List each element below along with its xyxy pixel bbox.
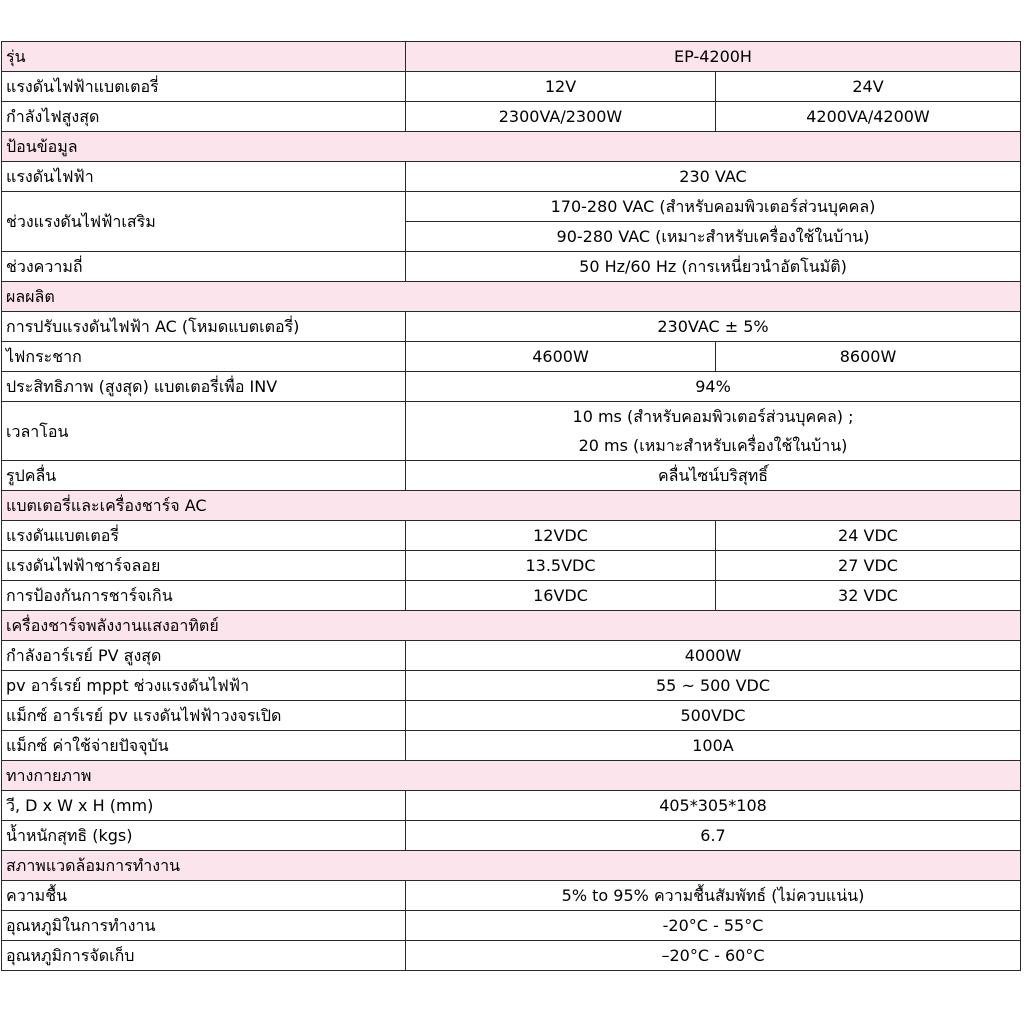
spec-value: 405*305*108 <box>406 791 1021 821</box>
spec-value: 170-280 VAC (สำหรับคอมพิวเตอร์ส่วนบุคคล) <box>406 192 1021 222</box>
spec-value: 4200VA/4200W <box>716 102 1021 132</box>
section-title: สภาพแวดล้อมการทำงาน <box>2 851 1021 881</box>
section-row <box>2 761 1021 791</box>
spec-row <box>2 521 1021 551</box>
spec-row <box>2 581 1021 611</box>
spec-row <box>2 821 1021 851</box>
spec-label: แรงดันไฟฟ้าแบตเตอรี่ <box>2 72 406 102</box>
spec-value: 24V <box>716 72 1021 102</box>
spec-row <box>2 162 1021 192</box>
spec-row <box>2 372 1021 402</box>
spec-row <box>2 911 1021 941</box>
spec-label: การปรับแรงดันไฟฟ้า AC (โหมดแบตเตอรี่) <box>2 312 406 342</box>
spec-label: กำลังอาร์เรย์ PV สูงสุด <box>2 641 406 671</box>
spec-row <box>2 791 1021 821</box>
spec-value: 24 VDC <box>716 521 1021 551</box>
spec-row <box>2 461 1021 491</box>
spec-value: 230 VAC <box>406 162 1021 192</box>
spec-value: 20 ms (เหมาะสำหรับเครื่องใช้ในบ้าน) <box>406 431 1021 461</box>
spec-value: 5% to 95% ความชื้นสัมพัทธ์ (ไม่ควบแน่น) <box>406 881 1021 911</box>
spec-row <box>2 252 1021 282</box>
spec-value: 10 ms (สำหรับคอมพิวเตอร์ส่วนบุคคล) ; <box>406 402 1021 432</box>
spec-label: น้ำหนักสุทธิ (kgs) <box>2 821 406 851</box>
section-row <box>2 851 1021 881</box>
spec-label: การป้องกันการชาร์จเกิน <box>2 581 406 611</box>
spec-value: 94% <box>406 372 1021 402</box>
section-title: ทางกายภาพ <box>2 761 1021 791</box>
spec-label: เวลาโอน <box>2 402 406 461</box>
spec-label: แม็กซ์ อาร์เรย์ pv แรงดันไฟฟ้าวงจรเปิด <box>2 701 406 731</box>
spec-table <box>1 41 1021 971</box>
spec-row <box>2 102 1021 132</box>
section-row <box>2 132 1021 162</box>
spec-value: 12V <box>406 72 716 102</box>
spec-value: 50 Hz/60 Hz (การเหนี่ยวนำอัตโนมัติ) <box>406 252 1021 282</box>
spec-value: -20°C - 55°C <box>406 911 1021 941</box>
spec-value: 16VDC <box>406 581 716 611</box>
spec-value: 2300VA/2300W <box>406 102 716 132</box>
spec-label: อุณหภูมิในการทำงาน <box>2 911 406 941</box>
spec-value: คลื่นไซน์บริสุทธิ์ <box>406 461 1021 491</box>
spec-value: –20°C - 60°C <box>406 941 1021 971</box>
spec-value: 13.5VDC <box>406 551 716 581</box>
spec-label: อุณหภูมิการจัดเก็บ <box>2 941 406 971</box>
spec-label: ประสิทธิภาพ (สูงสุด) แบตเตอรี่เพื่อ INV <box>2 372 406 402</box>
spec-value: 8600W <box>716 342 1021 372</box>
spec-value: 230VAC ± 5% <box>406 312 1021 342</box>
section-title: แบตเตอรี่และเครื่องชาร์จ AC <box>2 491 1021 521</box>
spec-value: 4000W <box>406 641 1021 671</box>
spec-row <box>2 881 1021 911</box>
spec-value: 4600W <box>406 342 716 372</box>
spec-row <box>2 671 1021 701</box>
spec-value: 55 ~ 500 VDC <box>406 671 1021 701</box>
section-title: ผลผลิต <box>2 282 1021 312</box>
spec-label: แม็กซ์ ค่าใช้จ่ายปัจจุบัน <box>2 731 406 761</box>
spec-label: ความชื้น <box>2 881 406 911</box>
section-row <box>2 491 1021 521</box>
section-row <box>2 282 1021 312</box>
spec-value: 90-280 VAC (เหมาะสำหรับเครื่องใช้ในบ้าน) <box>406 222 1021 252</box>
spec-row <box>2 641 1021 671</box>
spec-label: ช่วงแรงดันไฟฟ้าเสริม <box>2 192 406 252</box>
spec-label: ไฟกระชาก <box>2 342 406 372</box>
section-title: เครื่องชาร์จพลังงานแสงอาทิตย์ <box>2 611 1021 641</box>
spec-label: วี, D x W x H (mm) <box>2 791 406 821</box>
spec-label: แรงดันไฟฟ้าชาร์จลอย <box>2 551 406 581</box>
spec-label: แรงดันไฟฟ้า <box>2 162 406 192</box>
spec-row <box>2 342 1021 372</box>
spec-row <box>2 72 1021 102</box>
spec-row <box>2 402 1021 432</box>
spec-row <box>2 701 1021 731</box>
spec-row <box>2 192 1021 222</box>
spec-label: pv อาร์เรย์ mppt ช่วงแรงดันไฟฟ้า <box>2 671 406 701</box>
spec-row <box>2 312 1021 342</box>
spec-value: 12VDC <box>406 521 716 551</box>
model-label: รุ่น <box>2 42 406 72</box>
spec-row <box>2 551 1021 581</box>
spec-value: 6.7 <box>406 821 1021 851</box>
model-value: EP-4200H <box>406 42 1021 72</box>
spec-value: 27 VDC <box>716 551 1021 581</box>
spec-row <box>2 731 1021 761</box>
spec-label: กำลังไฟสูงสุด <box>2 102 406 132</box>
spec-label: แรงดันแบตเตอรี่ <box>2 521 406 551</box>
spec-label: ช่วงความถี่ <box>2 252 406 282</box>
spec-value: 32 VDC <box>716 581 1021 611</box>
spec-value: 100A <box>406 731 1021 761</box>
section-title: ป้อนข้อมูล <box>2 132 1021 162</box>
section-row <box>2 611 1021 641</box>
spec-value: 500VDC <box>406 701 1021 731</box>
spec-label: รูปคลื่น <box>2 461 406 491</box>
spec-row <box>2 941 1021 971</box>
header-row <box>2 42 1021 72</box>
